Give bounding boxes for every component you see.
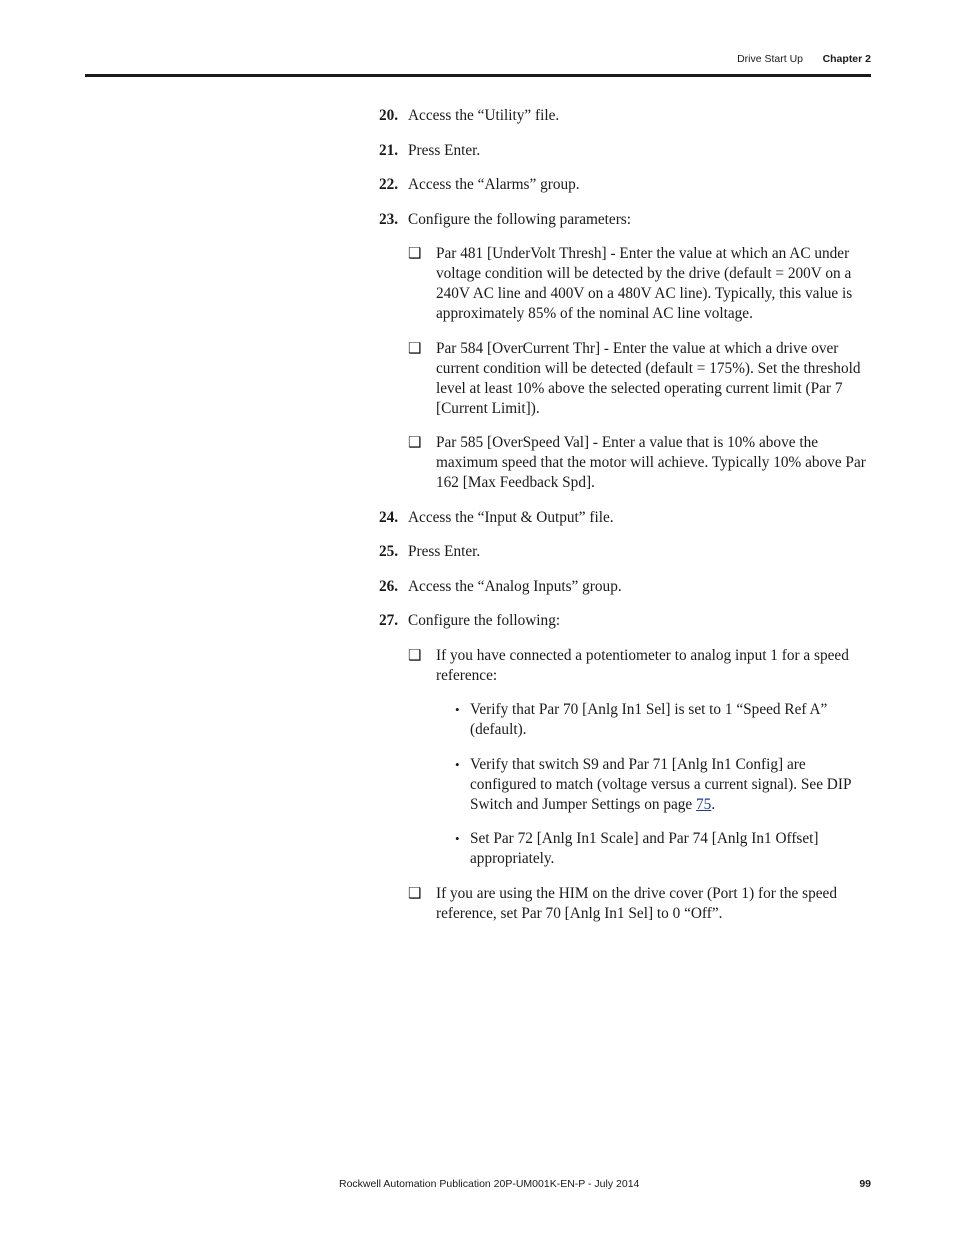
step-text: Access the “Utility” file.: [408, 107, 560, 124]
page-number: 99: [859, 1178, 871, 1190]
checkbox-icon: ❑: [408, 246, 422, 262]
checklist-item-undervolt: [408, 244, 871, 324]
page-header: [0, 52, 871, 68]
step-number: 23.: [379, 210, 399, 228]
step-number: 25.: [379, 543, 399, 560]
step-text: Access the “Analog Inputs” group.: [408, 577, 622, 595]
step-27: [379, 611, 871, 631]
header-chapter-label: Chapter 2: [822, 53, 871, 65]
step-text: Access the “Alarms” group.: [408, 176, 580, 193]
step-text: Press Enter.: [408, 141, 481, 159]
step-number: 20.: [379, 107, 399, 124]
step-21: [379, 141, 871, 161]
checkbox-icon: ❑: [408, 885, 422, 902]
bullet-text-part: Verify that switch S9 and Par 71 [Anlg In1 Config] are configured to match (voltage versus a current signal). See DIP Switch and Jumper Settings on page: [470, 755, 851, 813]
step-text: Press Enter.: [408, 543, 481, 560]
checklist-text: Par 481 [UnderVolt Thresh] - Enter the value at which an AC under voltage condition will be detected by the drive (default = 200V on a 240V AC line and 400V on a 480V AC line). Typically, this value is approximately 85% of the nominal AC line voltage.: [436, 245, 853, 322]
bullet-text: Verify that Par 70 [Anlg In1 Sel] is set to 1 “Speed Ref A” (default).: [470, 701, 828, 738]
checkbox-icon: ❑: [408, 340, 422, 357]
step-number: 22.: [379, 176, 399, 193]
step-26: [379, 577, 871, 597]
step-20: [379, 106, 871, 126]
checklist-text: Par 585 [OverSpeed Val] - Enter a value that is 10% above the maximum speed that the motor will achieve. Typically 10% above Par 162 [Max Feedback Spd].: [436, 434, 866, 491]
step-number: 27.: [379, 612, 399, 629]
checkbox-icon: ❑: [408, 435, 422, 451]
step-text: Access the “Input & Output” file.: [408, 508, 614, 526]
publication-info: Rockwell Automation Publication 20P-UM001K-EN-P - July 2014: [339, 1178, 640, 1190]
step-22: [379, 175, 871, 195]
checklist-item-overspeed: [408, 433, 871, 493]
bullet-text: [470, 755, 871, 815]
bullet-icon: •: [455, 702, 460, 717]
checklist-text: Par 584 [OverCurrent Thr] - Enter the value at which a drive over current condition will be detected (default = 175%). Set the threshold level at least 10% above the selected operating current limit (Par 7 [Current Limit]).: [436, 339, 861, 417]
step-24: [379, 508, 871, 528]
page-content: [379, 106, 871, 938]
header-section-title: Drive Start Up: [737, 53, 803, 65]
bullet-icon: •: [455, 831, 460, 846]
page-footer: [0, 1177, 871, 1193]
bullet-group: [408, 700, 871, 869]
checklist-item-potentiometer: [408, 646, 871, 686]
checkbox-icon: ❑: [408, 647, 422, 664]
step-number: 24.: [379, 508, 399, 526]
checklist-text: If you have connected a potentiometer to analog input 1 for a speed reference:: [436, 646, 849, 684]
page-link[interactable]: 75: [696, 795, 712, 813]
step-23: [379, 210, 871, 230]
header-rule: [85, 74, 871, 77]
step-number: 26.: [379, 577, 399, 595]
bullet-text: Set Par 72 [Anlg In1 Scale] and Par 74 [Anlg In1 Offset] appropriately.: [470, 830, 819, 867]
step-number: 21.: [379, 141, 399, 159]
bullet-text-part: .: [711, 795, 716, 813]
bullet-item: [455, 829, 871, 869]
bullet-icon: •: [455, 756, 460, 772]
checklist-item-overcurrent: [408, 339, 871, 419]
step-text: Configure the following parameters:: [408, 210, 632, 228]
bullet-item: [455, 700, 871, 740]
checklist-item-him: [408, 884, 871, 924]
step-25: [379, 542, 871, 562]
checklist-text: If you are using the HIM on the drive cover (Port 1) for the speed reference, set Par 70 [Anlg In1 Sel] to 0 “Off”.: [436, 884, 837, 922]
step-text: Configure the following:: [408, 612, 561, 629]
bullet-item: [455, 755, 871, 815]
